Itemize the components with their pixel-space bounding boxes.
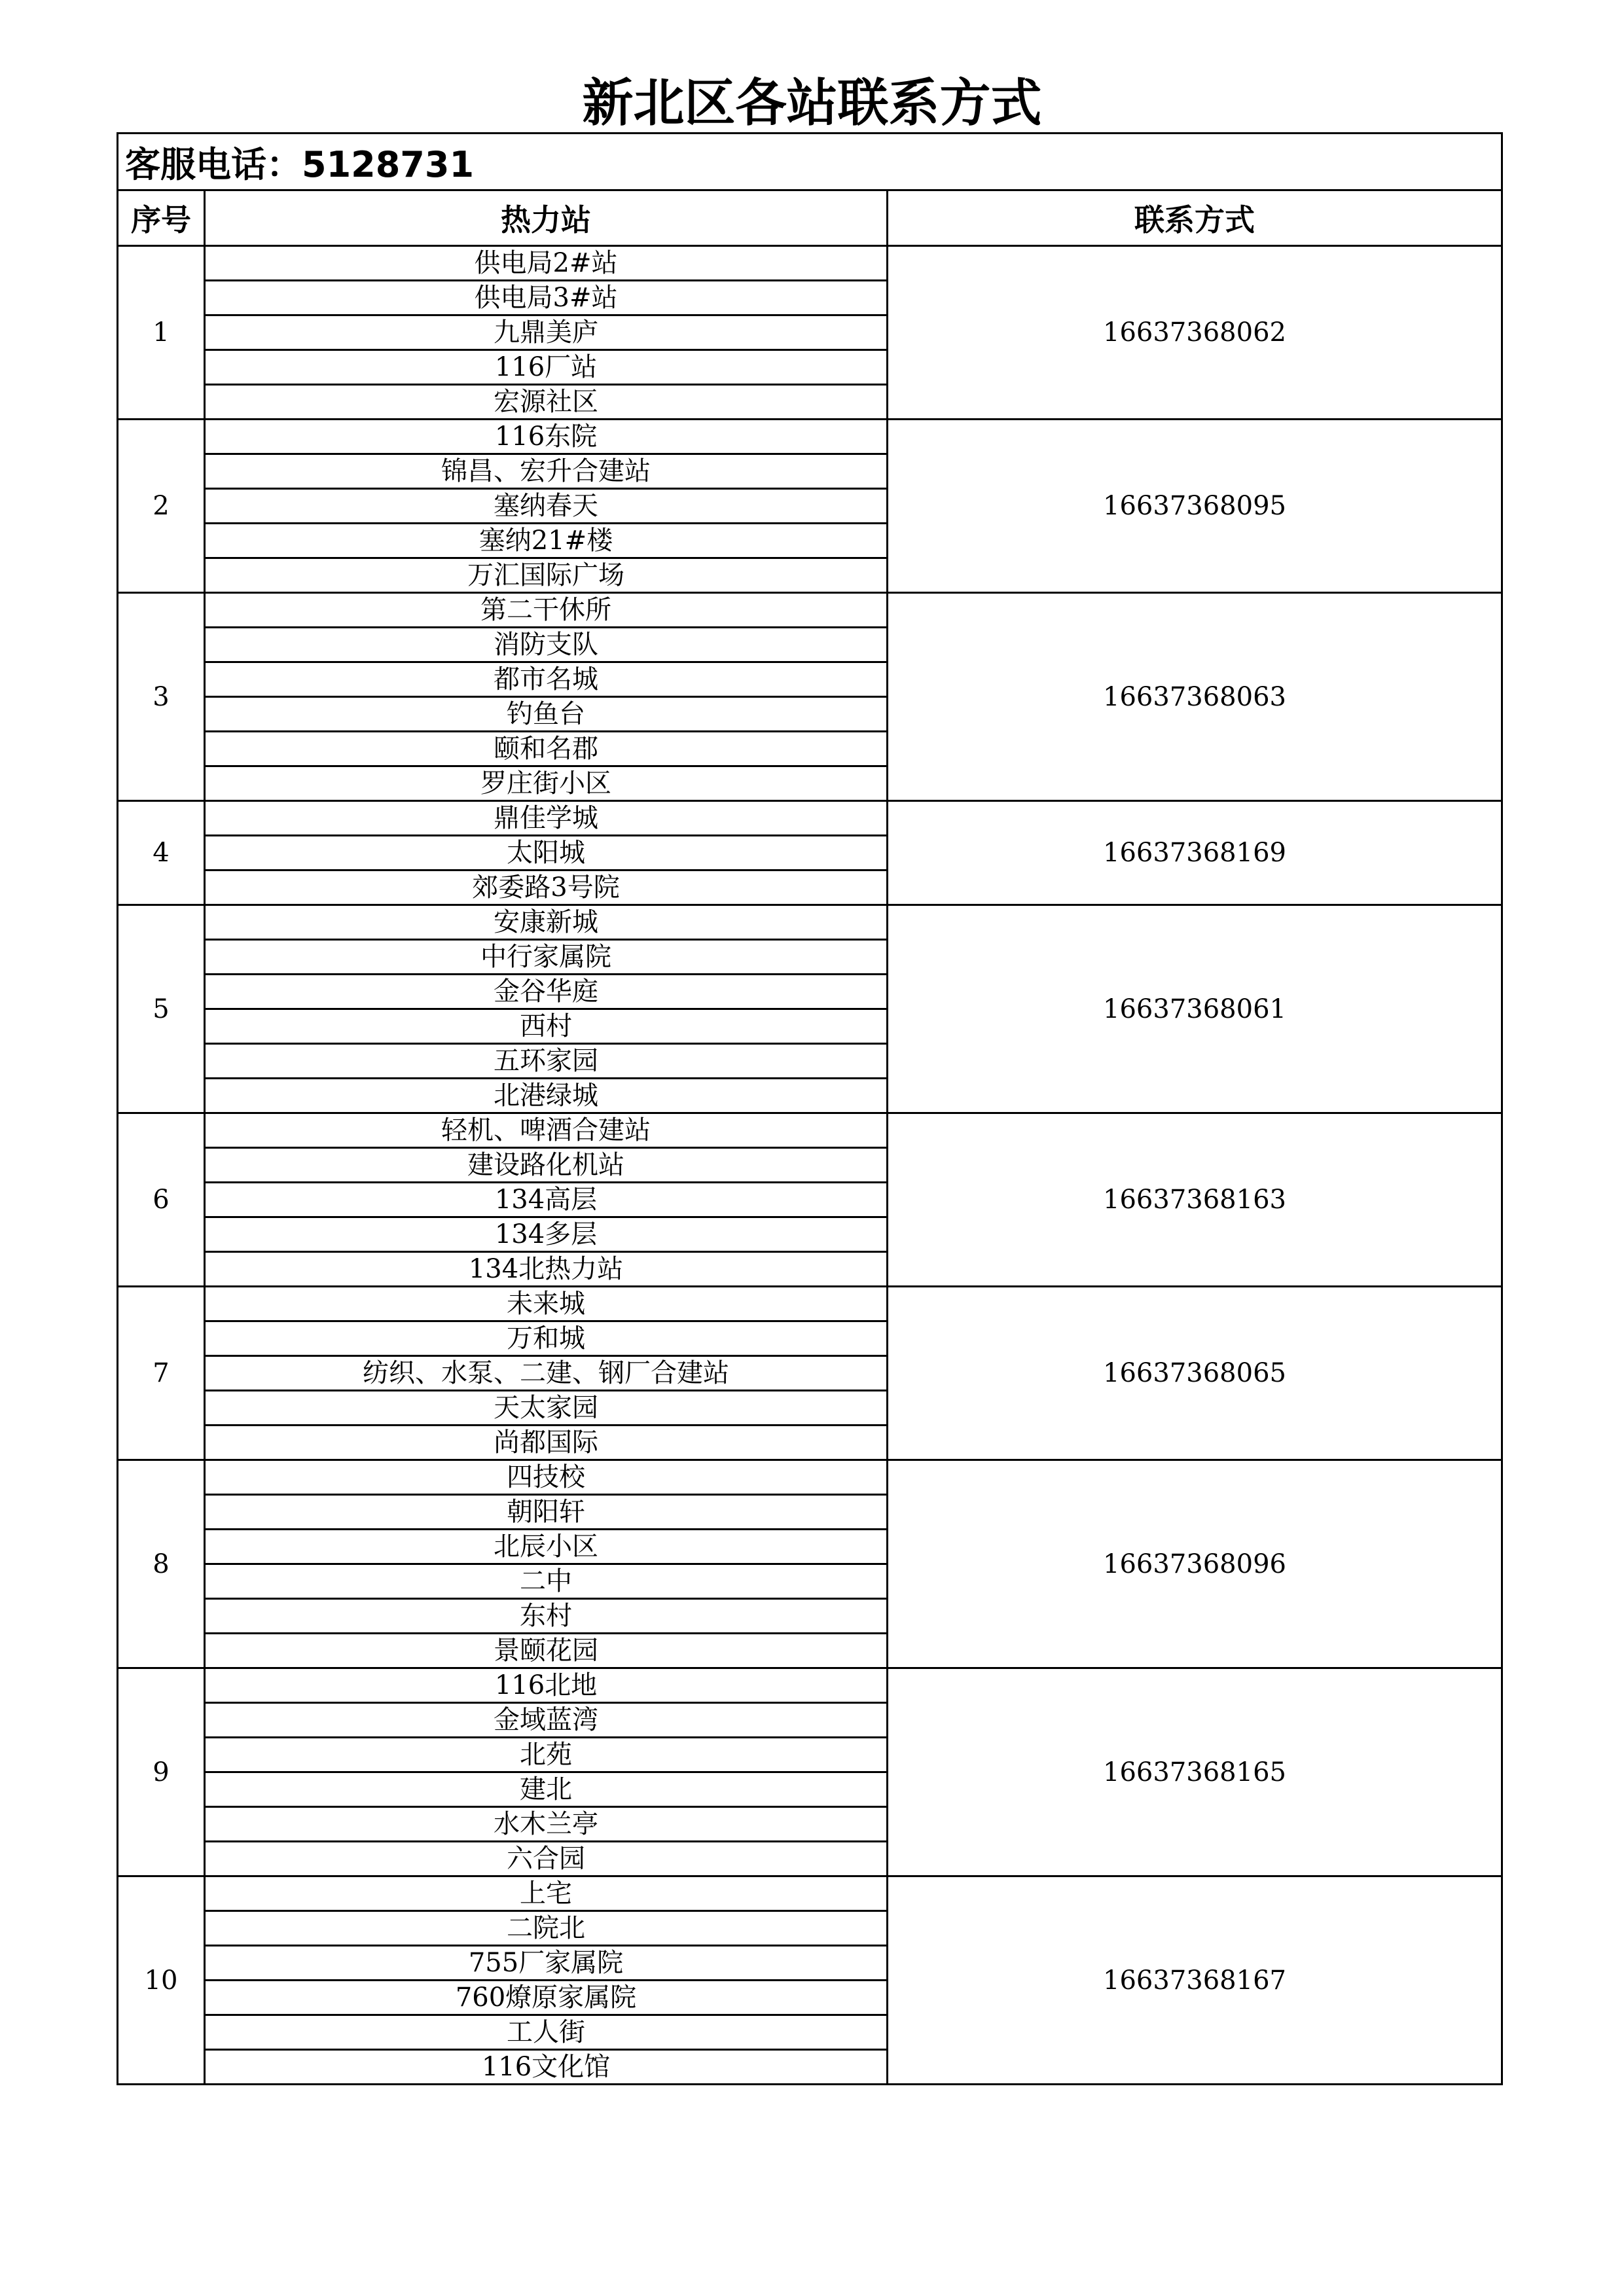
hotline-row — [118, 134, 1502, 190]
station-name: 六合园 — [205, 1842, 888, 1876]
table-row — [118, 1668, 1502, 1703]
station-name: 天太家园 — [205, 1391, 888, 1426]
station-name: 景颐花园 — [205, 1634, 888, 1668]
station-name: 宏源社区 — [205, 385, 888, 420]
station-name: 第二干休所 — [205, 593, 888, 628]
table-row — [118, 1287, 1502, 1321]
station-name: 罗庄街小区 — [205, 766, 888, 801]
group-index: 3 — [118, 593, 205, 801]
group-index: 10 — [118, 1876, 205, 2085]
contact-phone: 16637368167 — [888, 1876, 1502, 2085]
station-name: 二中 — [205, 1564, 888, 1599]
station-name: 760燎原家属院 — [205, 1981, 888, 2015]
contact-phone: 16637368096 — [888, 1460, 1502, 1668]
station-name: 建北 — [205, 1772, 888, 1807]
table-row — [118, 593, 1502, 628]
station-name: 上宅 — [205, 1876, 888, 1911]
contact-phone: 16637368163 — [888, 1113, 1502, 1287]
group-index: 1 — [118, 246, 205, 420]
station-name: 四技校 — [205, 1460, 888, 1495]
station-name: 消防支队 — [205, 628, 888, 662]
station-name: 金谷华庭 — [205, 975, 888, 1009]
contact-phone: 16637368062 — [888, 246, 1502, 420]
header-row — [118, 190, 1502, 246]
station-name: 安康新城 — [205, 905, 888, 940]
group-index: 7 — [118, 1287, 205, 1460]
station-name: 116北地 — [205, 1668, 888, 1703]
station-name: 供电局2#站 — [205, 246, 888, 281]
column-header-contact: 联系方式 — [888, 190, 1502, 246]
station-name: 二院北 — [205, 1911, 888, 1946]
station-name: 颐和名郡 — [205, 732, 888, 766]
table-row — [118, 1113, 1502, 1148]
station-name: 北港绿城 — [205, 1079, 888, 1113]
table-row — [118, 905, 1502, 940]
contact-phone: 16637368061 — [888, 905, 1502, 1113]
contact-phone: 16637368065 — [888, 1287, 1502, 1460]
group-index: 2 — [118, 420, 205, 593]
table-row — [118, 1460, 1502, 1495]
station-name: 供电局3#站 — [205, 281, 888, 315]
hotline-cell — [118, 134, 1502, 190]
table-row — [118, 1876, 1502, 1911]
station-name: 中行家属院 — [205, 940, 888, 975]
station-name: 西村 — [205, 1009, 888, 1044]
station-name: 建设路化机站 — [205, 1148, 888, 1183]
station-name: 北辰小区 — [205, 1530, 888, 1564]
station-name: 塞纳春天 — [205, 489, 888, 524]
hotline-number: 5128731 — [302, 143, 475, 185]
station-name: 纺织、水泵、二建、钢厂合建站 — [205, 1356, 888, 1391]
station-name: 134高层 — [205, 1183, 888, 1217]
table-body — [118, 134, 1502, 2085]
hotline-label: 客服电话： — [125, 143, 302, 185]
station-name: 鼎佳学城 — [205, 801, 888, 836]
station-name: 郊委路3号院 — [205, 870, 888, 905]
station-name: 钓鱼台 — [205, 697, 888, 732]
column-header-index: 序号 — [118, 190, 205, 246]
station-contact-table — [117, 132, 1503, 2085]
column-header-station: 热力站 — [205, 190, 888, 246]
station-name: 朝阳轩 — [205, 1495, 888, 1530]
station-name: 尚都国际 — [205, 1426, 888, 1460]
page-title: 新北区各站联系方式 — [582, 74, 1042, 133]
group-index: 5 — [118, 905, 205, 1113]
station-name: 九鼎美庐 — [205, 315, 888, 350]
contact-phone: 16637368165 — [888, 1668, 1502, 1876]
station-name: 万和城 — [205, 1321, 888, 1356]
station-name: 未来城 — [205, 1287, 888, 1321]
group-index: 9 — [118, 1668, 205, 1876]
station-name: 锦昌、宏升合建站 — [205, 454, 888, 489]
station-name: 五环家园 — [205, 1044, 888, 1079]
contact-phone: 16637368169 — [888, 801, 1502, 905]
station-name: 116文化馆 — [205, 2050, 888, 2085]
contact-phone: 16637368095 — [888, 420, 1502, 593]
table-row — [118, 420, 1502, 454]
group-index: 6 — [118, 1113, 205, 1287]
station-name: 万汇国际广场 — [205, 558, 888, 593]
station-name: 都市名城 — [205, 662, 888, 697]
contact-phone: 16637368063 — [888, 593, 1502, 801]
station-name: 134多层 — [205, 1217, 888, 1252]
station-name: 东村 — [205, 1599, 888, 1634]
table-row — [118, 801, 1502, 836]
station-name: 134北热力站 — [205, 1252, 888, 1287]
station-name: 工人街 — [205, 2015, 888, 2050]
station-name: 755厂家属院 — [205, 1946, 888, 1981]
group-index: 8 — [118, 1460, 205, 1668]
station-name: 金域蓝湾 — [205, 1703, 888, 1738]
station-name: 塞纳21#楼 — [205, 524, 888, 558]
group-index: 4 — [118, 801, 205, 905]
station-name: 北苑 — [205, 1738, 888, 1772]
station-name: 116东院 — [205, 420, 888, 454]
station-name: 水木兰亭 — [205, 1807, 888, 1842]
station-name: 116厂站 — [205, 350, 888, 385]
table-row — [118, 246, 1502, 281]
station-name: 太阳城 — [205, 836, 888, 870]
station-name: 轻机、啤酒合建站 — [205, 1113, 888, 1148]
